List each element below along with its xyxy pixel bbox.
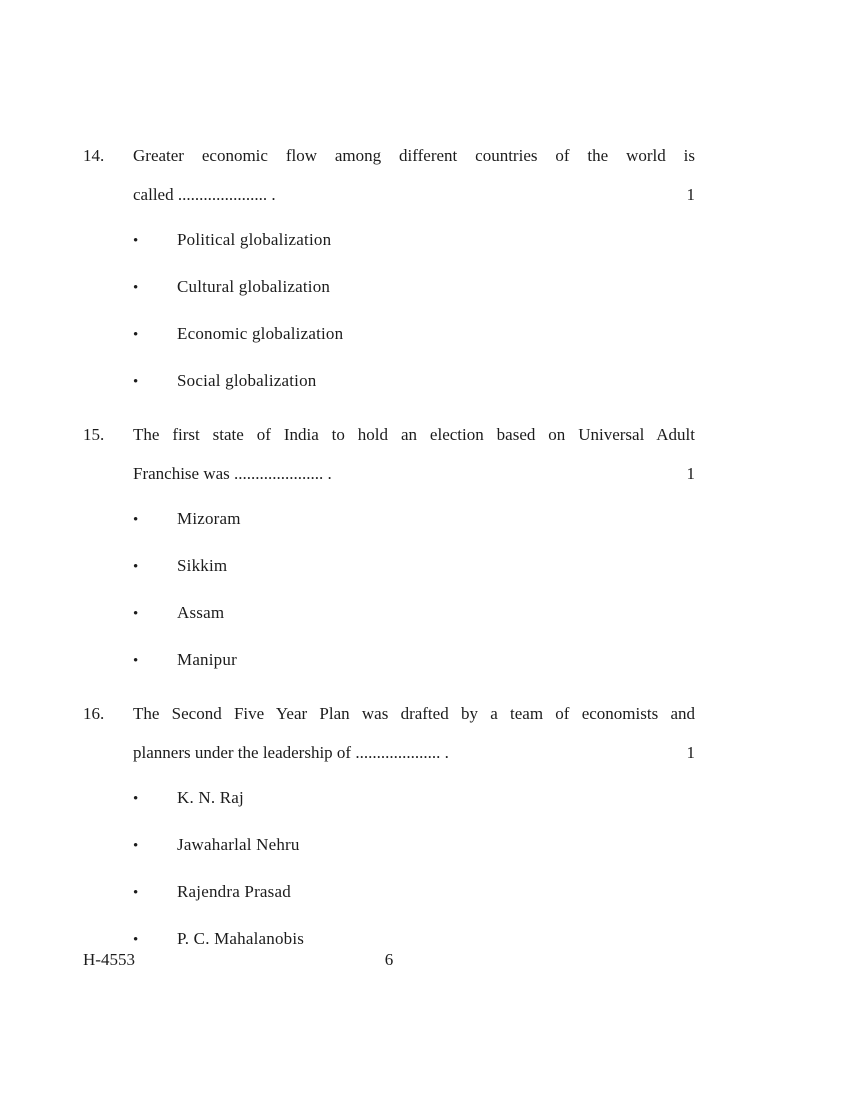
question-body: [133, 694, 695, 966]
option-item: [133, 361, 695, 402]
question-text-line2-row: [133, 733, 695, 772]
option-item: [133, 267, 695, 308]
question-number: 15.: [83, 425, 105, 444]
footer-code: H-4553: [83, 950, 135, 969]
question-text-line1: The Second Five Year Plan was drafted by a team of economists and: [133, 704, 695, 723]
marks-value: 1: [686, 185, 695, 204]
bullet-icon: •: [133, 280, 139, 296]
option-item: [133, 825, 695, 866]
bullet-icon: •: [133, 512, 139, 528]
question-text-line2-row: [133, 175, 695, 214]
bullet-icon: •: [133, 885, 139, 901]
question-body: [133, 415, 695, 687]
option-label: Social globalization: [177, 371, 317, 390]
question-text-line2-row: [133, 454, 695, 493]
option-label: Sikkim: [177, 556, 228, 575]
question-block-16: [83, 694, 695, 966]
option-label: K. N. Raj: [177, 788, 244, 807]
question-text-line1: The first state of India to hold an election based on Universal Adult: [133, 425, 695, 444]
question-number: 14.: [83, 146, 105, 165]
question-text-line1: Greater economic flow among different countries of the world is: [133, 146, 695, 165]
question-body: [133, 136, 695, 408]
question-number: 16.: [83, 704, 105, 723]
option-label: Cultural globalization: [177, 277, 331, 296]
marks-value: 1: [686, 464, 695, 483]
options-list: [133, 499, 695, 681]
question-block-15: [83, 415, 695, 687]
option-item: [133, 872, 695, 913]
option-label: Assam: [177, 603, 225, 622]
question-text-line2: called ..................... .: [133, 185, 276, 204]
option-label: Political globalization: [177, 230, 332, 249]
question-text-line2: Franchise was ..................... .: [133, 464, 332, 483]
option-item: [133, 499, 695, 540]
bullet-icon: •: [133, 653, 139, 669]
bullet-icon: •: [133, 791, 139, 807]
option-label: Economic globalization: [177, 324, 344, 343]
option-item: [133, 314, 695, 355]
option-item: [133, 778, 695, 819]
option-item: [133, 546, 695, 587]
option-item: [133, 593, 695, 634]
option-label: Manipur: [177, 650, 237, 669]
bullet-icon: •: [133, 838, 139, 854]
bullet-icon: •: [133, 327, 139, 343]
marks-value: 1: [686, 743, 695, 762]
bullet-icon: •: [133, 233, 139, 249]
option-item: [133, 220, 695, 261]
question-text-line2: planners under the leadership of .................... .: [133, 743, 449, 762]
bullet-icon: •: [133, 932, 139, 948]
options-list: [133, 778, 695, 960]
option-label: Jawaharlal Nehru: [177, 835, 300, 854]
bullet-icon: •: [133, 606, 139, 622]
bullet-icon: •: [133, 559, 139, 575]
question-block-14: [83, 136, 695, 408]
option-label: Mizoram: [177, 509, 241, 528]
option-item: [133, 640, 695, 681]
options-list: [133, 220, 695, 402]
option-label: Rajendra Prasad: [177, 882, 291, 901]
page-number: 6: [384, 950, 394, 969]
bullet-icon: •: [133, 374, 139, 390]
option-label: P. C. Mahalanobis: [177, 929, 305, 948]
